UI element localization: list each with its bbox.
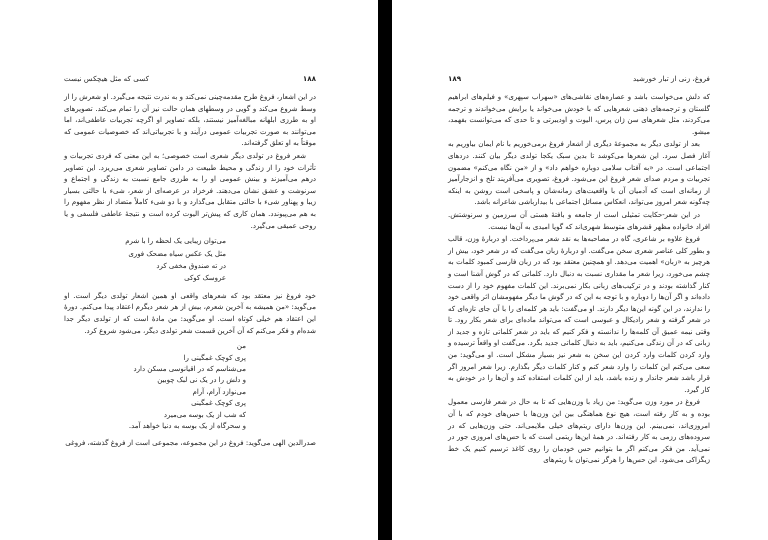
- poem-line: و دلش را در یک نی لبک چوبین: [157, 376, 246, 385]
- poem-line: پری کوچک غمگینی را: [183, 353, 246, 362]
- poem-line: پری کوچک غمگینی: [191, 399, 246, 408]
- poem-excerpt: [64, 341, 316, 432]
- paragraph: فروغ علاوه بر شاعری، گاه در مصاحبه‌ها به نقد شعر می‌پرداخت. او دربارۀ وزن، قالب و بطور کلی عناصر شعری سخن می‌گفت. او دربارۀ زبان می‌گفت که در شعر خود، بیش از هرچیز به «زبان» اهمیت می‌دهد. او همچنین معتقد بود که در زبان فارسی کمبود کلمات به چشم می‌خورد، زیرا شعر ما مقداری نسبت به دنبال دارد. کلماتی که در گوش آشنا است و کنار گذاشته بودند و در ترکیب‌های زبانی بکار نمی‌برند. این کلمات مفهوم خود را از دست داده‌اند و اگر آن‌ها را دوباره و با توجه به این که در گوش ما دیگر مفهومشان اثر واقعی خود را ندارند، در این گونه این‌ها دیگر دارند. او می‌گفت: باید هر کلمه‌ای را با آن جای تازه‌ای که در شعر گرفته و شعر رادیکال و عبوسی است که می‌تواند ماده‌ای برای شعر بکار رود. تا وقتی نیمه عمیق آن کلمه‌ها را ندانسته و فکر کنیم که باید در شعر کلماتی تازه و جدید از زبانی که در آن زندگی می‌کنیم، باید به دنبال کلماتی جدید بگرد. می‌گفت او واقعاً ترسیده و وارد کردن کلمات وارد کردن این سخن به شعر نیز بسیار مشکل است. او می‌گوید: من سعی می‌کنم این کلمات را وارد شعر کنم و کنار کلمات دیگر بگذارم. زیرا شعر امروز اگر قرار باشد شعر جاندار و زنده باشد، باید از این کلمات استفاده کند و آن‌ها را در خودش به کار گیرد.: [448, 235, 710, 394]
- poem-line: که شب از یک بوسه می‌میرد: [163, 410, 246, 419]
- paragraph: شعر فروغ در تولدی دیگر شعری است خصوصی؛ به این معنی که فردی تجربیات و تأثرات خود را از زندگی و محیط طبیعت در دامن تصاویر شعری می‌ریزد. این تصاویر درهم می‌آمیزند و بینش عمومی او را به طرزی جامع نسبت به زندگی و اجتماع و سرنوشت و عشق نشان می‌دهند. فرخزاد در عرصه‌ای از شعر، شی‌ء با حالتی بسیار زیبا و پهناور شیء با حالتی متقابل می‌گذارد و با دو شیء کاملاً متضاد از نظر مفهوم را به هم می‌پیوندد. همان کاری که پیش‌تر الیوت کرده است و نتیجۀ عاطفی فلسفی و یا روحی عمیقی می‌گیرد.: [64, 151, 316, 230]
- paragraph: بعد از تولدی دیگر به مجموعۀ دیگری از اشعار فروغ برمی‌خوریم با نام ایمان بیاوریم به آغاز فصل سرد. این شعرها می‌کوشد تا بدین سبک یکجا تولدی دیگر بیان کنند. دردهای اجتماعی است. در «به آفتاب سلامی دوباره خواهم داد» و از «من نگاه می‌کنم» مضمون تجربیات و مردم صدای شعر فروغ این می‌شود. فروغ، تصویری می‌آفریند تلخ و انزجارآمیز از زمانه‌ای است که آدمیان آن با واقعیت‌های زمانه‌شان و پاسخی است روشن به اینکه چه‌گونه شعر امروز می‌تواند، انعکاس مسائل اجتماعی با بیدارباشی شاعرانه باشد.: [448, 140, 710, 207]
- poem-line: می‌شناسم که در اقیانوسی مسکن دارد: [133, 364, 246, 373]
- right-page-body: [448, 92, 710, 468]
- page-number: ۱۸۸: [302, 74, 316, 83]
- book-gutter: [378, 0, 392, 540]
- left-page-header: [64, 74, 316, 83]
- paragraph: که دلش می‌خواست باشد و عصاره‌های نقاشی‌های «سهراب سپهری» و فیلم‌های ابراهیم گلستان و ترجمه‌های ذهنی شعرهایی که با خودش می‌خواند یا برایش می‌خواندند و ترجمه می‌کردند، مثل شعرهای سن ژان پرس، الیوت و اودیبرتی و تا حدی که می‌توانست بفهمد، میشو.: [448, 93, 710, 136]
- poem-line: در ته صندوق مخفی کرد: [156, 261, 226, 270]
- right-page-header: [448, 74, 710, 83]
- poem-excerpt: [64, 235, 316, 285]
- poem-line: عروسک کوکی: [184, 274, 226, 283]
- poem-line: مثل یک عکس سیاه مضحک فوری: [128, 249, 226, 258]
- page-number: ۱۸۹: [448, 74, 462, 83]
- poem-line: من: [236, 342, 246, 351]
- paragraph: خود فروغ نیز معتقد بود که شعرهای واقعی او همین اشعار تولدی دیگر است. او می‌گوید: «من همیشه به آخرین شعرم، بیش از هر شعر دیگرم اعتقاد پیدا می‌کنم. دورۀ این اعتقاد هم خیلی کوتاه است. او می‌گوید: من مادۀ است که از تولدی دیگر جدا شده‌ام و فکر می‌کنم که آن آخرین قسمت شعر تولدی دیگر، می‌شود شروع کرد.: [64, 291, 316, 335]
- paragraph: در این شعر-حکایت تمثیلی است از جامعه و بافتۀ هستی آن سرزمین و سرنوشتش. افراد خانواده مظهر قشرهای متوسط شهری‌اند که گویا امیدی به آن‌ها نیست.: [448, 210, 710, 231]
- running-head: کسی که مثل هیچکس نیست: [64, 74, 150, 83]
- poem-line: می‌توان زیبایی یک لحظه را با شرم: [125, 237, 226, 246]
- poem-line: و سحرگاه از یک بوسه به دنیا خواهد آمد.: [128, 421, 246, 430]
- paragraph: فروغ در مورد وزن می‌گوید: من زیاد با وزن‌هایی که تا به حال در شعر فارسی معمول بوده و به کار رفته است، هیچ نوع هماهنگی بین این وزن‌ها با حس‌های خودم که با آن امروزی‌اند، نمی‌بینم. این وزن‌ها دارای ریتم‌های خیلی ملایمی‌اند. حتی وزن‌هایی که در سروده‌های رزمی به کار رفته‌اند. در همۀ این‌ها ریتمی است که با حس‌های امروزی جور در نمی‌آید. من فکر می‌کنم اگر ما بتوانیم حس خودمان را روی کاغذ ترسیم کنیم یک خط زیگزاکی می‌شود. این حس‌ها را هرگز نمی‌توان با ریتم‌های: [448, 398, 710, 465]
- poem-line: می‌نوازد آرام، آرام: [192, 387, 246, 396]
- left-page-body: [64, 92, 316, 451]
- left-page: [0, 0, 378, 540]
- paragraph: در این اشعار، فروغ طرح مقدمه‌چینی نمی‌کند و به ندرت نتیجه می‌گیرد. او شعرش را از وسط شروع می‌کند و گویی در وسطهای همان حالت نیز آن را تمام می‌کند. تصویرهای او به طرزی ابلهانه مبالغه‌آمیز نیستند، بلکه تصاویر او اگرچه تجربیات عاطفی‌اند، اما می‌توانند به صورت تجربیات عمومی درآیند و با تجربیاتی‌اند که خصوصیات عمومی که موقتاً به او تعلق گرفته‌اند.: [64, 93, 316, 148]
- right-page: [392, 0, 768, 540]
- paragraph: صدرالدین الهی می‌گوید: فروغ در این مجموعه، مجموعی است از فروغ گذشته، فروغی: [65, 439, 316, 448]
- running-head: فروغ، زنی از تبار خورشید: [633, 74, 710, 83]
